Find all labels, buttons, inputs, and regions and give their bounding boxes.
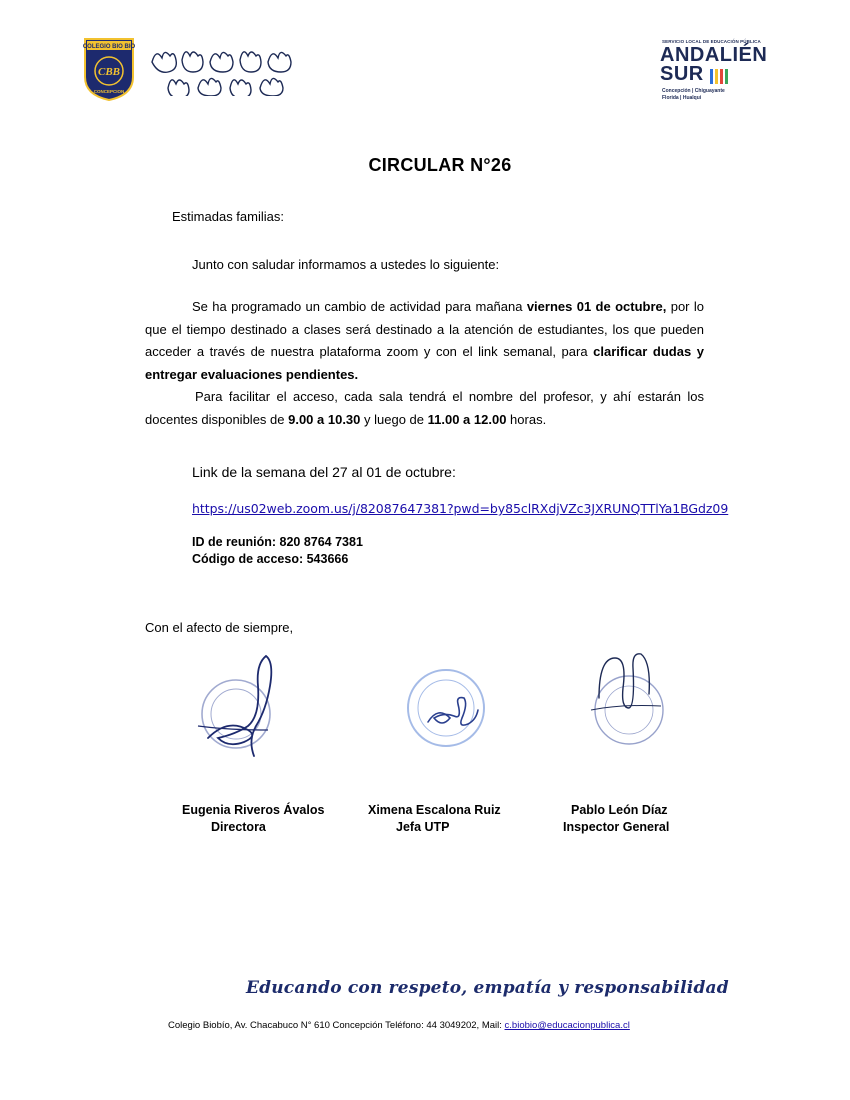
intro-paragraph: Junto con saludar informamos a ustedes lo siguiente: [192,257,500,272]
signatory-2-name: Ximena Escalona Ruiz [368,803,501,817]
footer-address [168,1020,630,1031]
signatory-2-role: Jefa UTP [396,820,450,834]
link-label: Link de la semana del 27 al 01 de octubre: [192,464,456,480]
p2-text-e: horas. [506,411,547,427]
p1-text-c: por lo que el tiempo destinado a clases será destinado a la atención de estudiantes, los que pueden acceder a través de nuestra plataforma zoom y con el link semanal, para [145,299,704,359]
signatory-1-role: Directora [211,820,266,834]
school-motto: Educando con respeto, empatía y responsabilidad [246,978,729,998]
slep-color-bar [720,69,723,84]
p1-date: viernes 01 de octubre, [526,299,667,314]
slep-color-bar [710,69,713,84]
slep-tagline: SERVICIO LOCAL DE EDUCACIÓN PÚBLICA [662,39,761,44]
slep-andalien-sur-logo [660,39,780,111]
signatory-1-name: Eugenia Riveros Ávalos [182,803,325,817]
signatory-3-role: Inspector General [563,820,670,834]
page-title: CIRCULAR N°26 [368,155,512,175]
shield-monogram: CBB [97,66,121,78]
school-shield-logo [83,37,135,101]
shield-bottom-text: CONCEPCION [93,89,125,94]
body-paragraph-2 [145,386,704,431]
signature-stamp-2 [400,660,495,770]
p2-time-1: 9.00 a 10.30 [288,411,361,427]
signature-stamp-1 [188,648,288,776]
p2-text-a: Para facilitar el acceso, cada sala tendrá el nombre del profesor, y ahí estarán los docentes disponibles de [145,389,704,427]
body-paragraph-1 [145,296,704,386]
shield-top-text: COLEGIO BIO BIO [83,44,135,50]
footer-address-text: Colegio Biobío, Av. Chacabuco N° 610 Concepción Teléfono: 44 3049202, Mail: [168,1020,505,1031]
p2-text-c: y luego de [360,411,428,427]
signatory-3-name: Pablo León Díaz [571,803,668,817]
slep-name-andalien: ANDALIÉN [660,44,768,66]
signature-stamp-3 [585,648,670,760]
slep-communes-1: Concepción | Chiguayante [662,88,725,94]
p1-purpose: clarificar dudas y entregar evaluaciones pendientes. [145,344,704,382]
slep-communes-2: Florida | Hualqui [662,95,702,101]
p2-time-2: 11.00 a 12.00 [427,411,507,427]
zoom-link[interactable]: https://us02web.zoom.us/j/82087647381?pwd=by85clRXdjVZc3JXRUNQTTlYa1BGdz09 [192,501,729,516]
access-code: Código de acceso: 543666 [192,552,349,566]
meeting-id: ID de reunión: 820 8764 7381 [192,535,363,549]
slep-color-bar [715,69,718,84]
footer-email-link[interactable]: c.biobio@educacionpublica.cl [504,1020,630,1031]
slep-color-bar [725,69,728,84]
sign-language-hands-icon [148,40,293,96]
greeting: Estimadas familias: [172,209,284,224]
closing-line: Con el afecto de siempre, [145,620,294,635]
slep-name-sur: SUR [660,63,704,85]
p1-text-a: Se ha programado un cambio de actividad para mañana [192,299,527,314]
